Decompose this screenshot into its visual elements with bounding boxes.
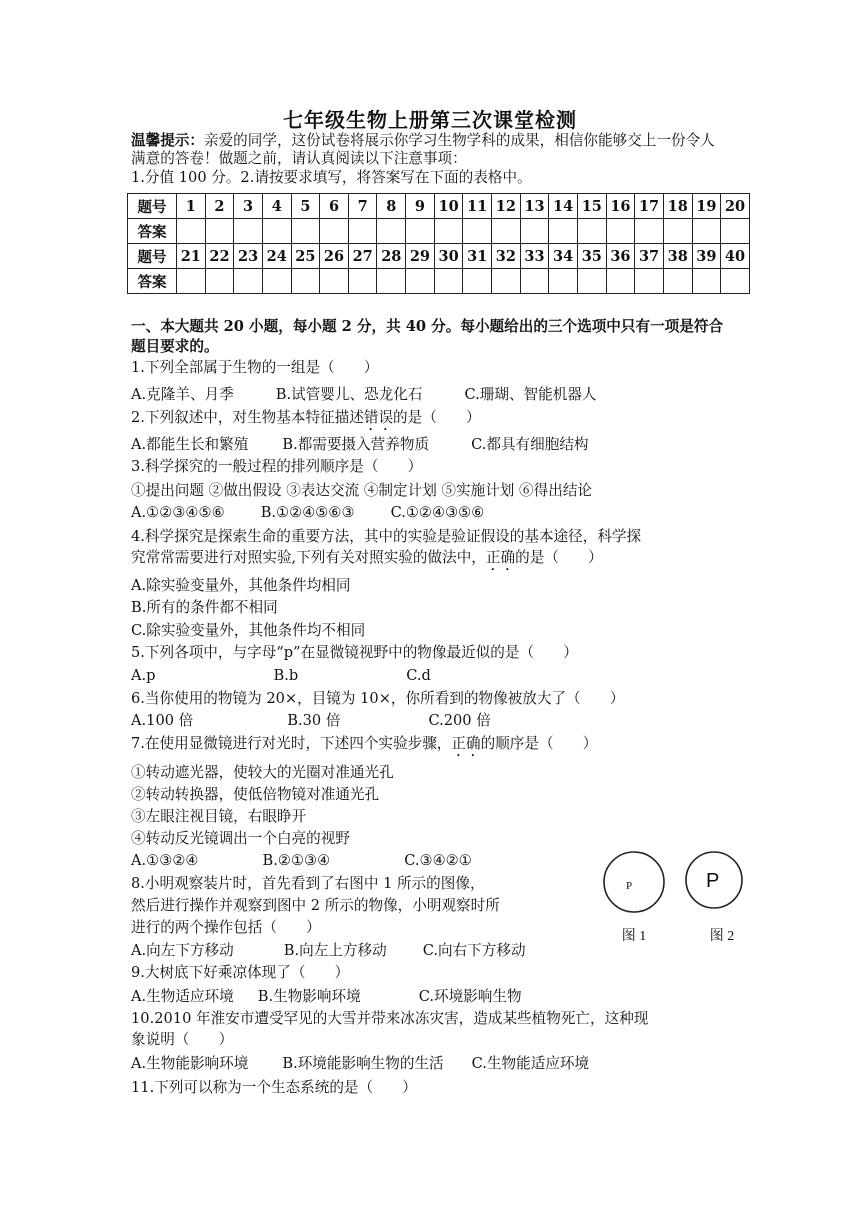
question-number-cell: 19: [692, 194, 721, 219]
q8-options: [131, 940, 526, 962]
q4-option-b[interactable]: B.所有的条件都不相同: [131, 599, 278, 616]
answer-cell[interactable]: [377, 219, 406, 244]
question-number-cell: 16: [606, 194, 635, 219]
q9-option-a[interactable]: A.生物适应环境: [131, 988, 234, 1005]
question-number-header: 题号: [128, 244, 177, 269]
question-number-cell: 39: [692, 244, 721, 269]
q1-option-b[interactable]: B.试管婴儿、恐龙化石: [275, 386, 423, 403]
q1-option-c[interactable]: C.珊瑚、智能机器人: [464, 386, 597, 403]
question-number-cell: 33: [520, 244, 549, 269]
question-number-cell: 18: [663, 194, 692, 219]
q2-stem-pre: 2.下列叙述中，对生物基本特征描述: [131, 409, 364, 426]
figure-2-letter: P: [706, 870, 720, 892]
figure-1-letter: P: [626, 880, 633, 892]
q9-options: [131, 986, 522, 1008]
question-number-header: 题号: [128, 194, 177, 219]
answer-cell[interactable]: [549, 269, 578, 294]
figure-2-label: 图 2: [709, 929, 735, 944]
q7-option-a[interactable]: A.①③②④: [131, 852, 199, 869]
question-number-cell: 26: [320, 244, 349, 269]
q2-stem-post: 的是（ ）: [393, 409, 481, 426]
q3-option-a[interactable]: A.①②③④⑤⑥: [131, 504, 225, 521]
answer-cell[interactable]: [721, 269, 750, 294]
answer-cell[interactable]: [348, 269, 377, 294]
question-number-cell: 22: [205, 244, 234, 269]
q8-stem-line-3: 进行的两个操作包括（ ）: [131, 919, 321, 936]
question-number-cell: 21: [177, 244, 206, 269]
q4-stem-line-1: 4.科学探究是探索生命的重要方法，其中的实验是验证假设的基本途径，科学探: [131, 528, 642, 545]
q6-stem: 6.当你使用的物镜为 20×，目镜为 10×，你所看到的物像被放大了（ ）: [131, 690, 625, 707]
q10-option-c[interactable]: C.生物能适应环境: [471, 1055, 590, 1072]
answer-cell[interactable]: [234, 219, 263, 244]
q7-options: [131, 850, 472, 872]
q3-steps: ①提出问题 ②做出假设 ③表达交流 ④制定计划 ⑤实施计划 ⑥得出结论: [131, 482, 593, 499]
q8-option-a[interactable]: A.向左下方移动: [131, 942, 234, 959]
question-number-cell: 11: [463, 194, 492, 219]
q10-option-b[interactable]: B.环境能影响生物的生活: [282, 1055, 444, 1072]
q7-emphasis: 正确: [451, 735, 481, 752]
answer-header: 答案: [128, 269, 177, 294]
question-number-cell: 40: [721, 244, 750, 269]
answer-cell[interactable]: [406, 219, 435, 244]
q9-option-b[interactable]: B.生物影响环境: [257, 988, 361, 1005]
q1-stem: 1.下列全部属于生物的一组是（ ）: [131, 359, 379, 376]
q7-stem-pre: 7.在使用显微镜进行对光时，下述四个实验步骤，: [131, 735, 452, 752]
q5-stem: 5.下列各项中，与字母“p”在显微镜视野中的物像最近似的是（ ）: [131, 644, 578, 661]
q2-options: [131, 434, 589, 456]
q10-options: [131, 1053, 589, 1075]
question-number-cell: 6: [320, 194, 349, 219]
q8-microscope-figure: [600, 848, 750, 948]
answer-cell[interactable]: [635, 219, 664, 244]
question-number-cell: 36: [606, 244, 635, 269]
answer-cell[interactable]: [291, 219, 320, 244]
q4-emphasis: 正确: [485, 549, 516, 566]
tip-line-3: 1.分值 100 分。2.请按要求填写，将答案写在下面的表格中。: [131, 169, 532, 186]
q2-option-b[interactable]: B.都需要摄入营养物质: [282, 436, 430, 453]
answer-cell[interactable]: [492, 269, 521, 294]
q5-options: [131, 665, 431, 687]
q1-option-a[interactable]: A.克隆羊、月季: [131, 386, 234, 403]
answer-cell[interactable]: [262, 269, 291, 294]
q11-stem: 11.下列可以称为一个生态系统的是（ ）: [131, 1079, 417, 1096]
answer-header: 答案: [128, 219, 177, 244]
answer-table-answer-row-1: [128, 219, 750, 244]
q8-option-b[interactable]: B.向左上方移动: [283, 942, 387, 959]
q4-stem-pre: 究常常需要进行对照实验,下列有关对照实验的做法中，: [131, 549, 486, 566]
answer-cell[interactable]: [606, 219, 635, 244]
question-number-cell: 1: [177, 194, 206, 219]
q4-option-c[interactable]: C.除实验变量外，其他条件均不相同: [131, 622, 366, 639]
question-number-cell: 15: [577, 194, 606, 219]
question-number-cell: 12: [492, 194, 521, 219]
exam-title: 七年级生物上册第三次课堂检测: [283, 108, 577, 132]
answer-table: [127, 193, 750, 294]
answer-cell[interactable]: [320, 269, 349, 294]
answer-cell[interactable]: [406, 269, 435, 294]
question-number-cell: 23: [234, 244, 263, 269]
answer-cell[interactable]: [434, 219, 463, 244]
answer-cell[interactable]: [434, 269, 463, 294]
answer-cell[interactable]: [577, 219, 606, 244]
q9-stem: 9.大树底下好乘凉体现了（ ）: [131, 964, 350, 981]
q7-option-c[interactable]: C.③④②①: [404, 852, 472, 869]
tip-line-2: 满意的答卷！做题之前，请认真阅读以下注意事项：: [131, 150, 467, 167]
q1-options: [131, 384, 597, 406]
answer-cell[interactable]: [262, 219, 291, 244]
q4-stem-line-2: [131, 547, 603, 574]
q5-option-b[interactable]: B.b: [273, 667, 299, 684]
answer-cell[interactable]: [492, 219, 521, 244]
q10-option-a[interactable]: A.生物能影响环境: [131, 1055, 249, 1072]
answer-cell[interactable]: [205, 219, 234, 244]
answer-cell[interactable]: [577, 269, 606, 294]
q4-stem-post: 的是（ ）: [515, 549, 603, 566]
answer-cell[interactable]: [606, 269, 635, 294]
q7-stem-post: 的顺序是（ ）: [480, 735, 598, 752]
q6-option-b[interactable]: B.30 倍: [287, 712, 341, 729]
answer-cell[interactable]: [463, 219, 492, 244]
answer-cell[interactable]: [177, 219, 206, 244]
answer-cell[interactable]: [205, 269, 234, 294]
q2-option-c[interactable]: C.都具有细胞结构: [471, 436, 589, 453]
question-number-cell: 5: [291, 194, 320, 219]
question-number-cell: 7: [348, 194, 377, 219]
answer-cell[interactable]: [549, 219, 578, 244]
answer-cell[interactable]: [177, 269, 206, 294]
figure-1-label: 图 1: [621, 929, 647, 944]
q2-stem: [131, 407, 481, 434]
q6-options: [131, 710, 491, 732]
question-number-cell: 30: [434, 244, 463, 269]
section-1-header-line-1: 一、本大题共 20 小题，每小题 2 分，共 40 分。每小题给出的三个选项中只有一项是符合: [131, 318, 724, 335]
q10-stem-line-1: 10.2010 年淮安市遭受罕见的大雪并带来冰冻灾害，造成某些植物死亡，这种现: [131, 1010, 649, 1027]
question-number-cell: 28: [377, 244, 406, 269]
q6-option-a[interactable]: A.100 倍: [131, 712, 194, 729]
answer-cell[interactable]: [348, 219, 377, 244]
question-number-cell: 9: [406, 194, 435, 219]
answer-table-answer-row-2: [128, 269, 750, 294]
answer-cell[interactable]: [234, 269, 263, 294]
q2-emphasis: 错误: [363, 409, 394, 426]
figure-1-field-of-view: [604, 852, 664, 912]
q7-step-3: ③左眼注视目镜，右眼睁开: [131, 808, 307, 825]
q7-step-4: ④转动反光镜调出一个白亮的视野: [131, 830, 350, 847]
q2-option-a[interactable]: A.都能生长和繁殖: [131, 436, 249, 453]
question-number-cell: 29: [406, 244, 435, 269]
q7-step-1: ①转动遮光器，使较大的光圈对准通光孔: [131, 764, 394, 781]
q5-option-c[interactable]: C.d: [406, 667, 431, 684]
answer-table-number-row-1: [128, 194, 750, 219]
question-number-cell: 4: [262, 194, 291, 219]
question-number-cell: 2: [205, 194, 234, 219]
q3-options: [131, 502, 484, 524]
answer-cell[interactable]: [377, 269, 406, 294]
q10-stem-line-2: 象说明（ ）: [131, 1031, 234, 1048]
answer-cell[interactable]: [692, 269, 721, 294]
q7-stem: [131, 733, 597, 760]
section-1-header-line-2: 题目要求的。: [131, 338, 219, 355]
question-number-cell: 20: [721, 194, 750, 219]
question-number-cell: 25: [291, 244, 320, 269]
answer-cell[interactable]: [663, 269, 692, 294]
question-number-cell: 38: [663, 244, 692, 269]
question-number-cell: 13: [520, 194, 549, 219]
q4-option-a[interactable]: A.除实验变量外，其他条件均相同: [131, 577, 351, 594]
q8-option-c[interactable]: C.向右下方移动: [422, 942, 526, 959]
question-number-cell: 14: [549, 194, 578, 219]
answer-cell[interactable]: [463, 269, 492, 294]
answer-cell[interactable]: [520, 269, 549, 294]
answer-cell[interactable]: [520, 219, 549, 244]
answer-cell[interactable]: [291, 269, 320, 294]
q3-option-b[interactable]: B.①②④⑤⑥③: [260, 504, 355, 521]
q8-stem-line-2: 然后进行操作并观察到图中 2 所示的物像，小明观察时所: [131, 897, 500, 914]
tip-text-1: 亲爱的同学，这份试卷将展示你学习生物学科的成果，相信你能够交上一份令人: [203, 132, 715, 149]
question-number-cell: 17: [635, 194, 664, 219]
q3-option-c[interactable]: C.①②④③⑤⑥: [390, 504, 485, 521]
question-number-cell: 31: [463, 244, 492, 269]
q5-option-a[interactable]: A.p: [131, 667, 156, 684]
question-number-cell: 8: [377, 194, 406, 219]
question-number-cell: 27: [348, 244, 377, 269]
question-number-cell: 32: [492, 244, 521, 269]
answer-cell[interactable]: [320, 219, 349, 244]
question-number-cell: 35: [577, 244, 606, 269]
question-number-cell: 24: [262, 244, 291, 269]
answer-cell[interactable]: [663, 219, 692, 244]
q8-stem-line-1: 8.小明观察装片时，首先看到了右图中 1 所示的图像，: [131, 875, 485, 892]
q7-step-2: ②转动转换器，使低倍物镜对准通光孔: [131, 786, 380, 803]
question-number-cell: 37: [635, 244, 664, 269]
question-number-cell: 34: [549, 244, 578, 269]
q9-option-c[interactable]: C.环境影响生物: [418, 988, 522, 1005]
q7-option-b[interactable]: B.②①③④: [262, 852, 331, 869]
q3-stem: 3.科学探究的一般过程的排列顺序是（ ）: [131, 458, 423, 475]
question-number-cell: 10: [434, 194, 463, 219]
answer-cell[interactable]: [635, 269, 664, 294]
answer-cell[interactable]: [692, 219, 721, 244]
answer-cell[interactable]: [721, 219, 750, 244]
tip-label: 温馨提示：: [131, 132, 204, 149]
q6-option-c[interactable]: C.200 倍: [428, 712, 491, 729]
question-number-cell: 3: [234, 194, 263, 219]
answer-table-number-row-2: [128, 244, 750, 269]
